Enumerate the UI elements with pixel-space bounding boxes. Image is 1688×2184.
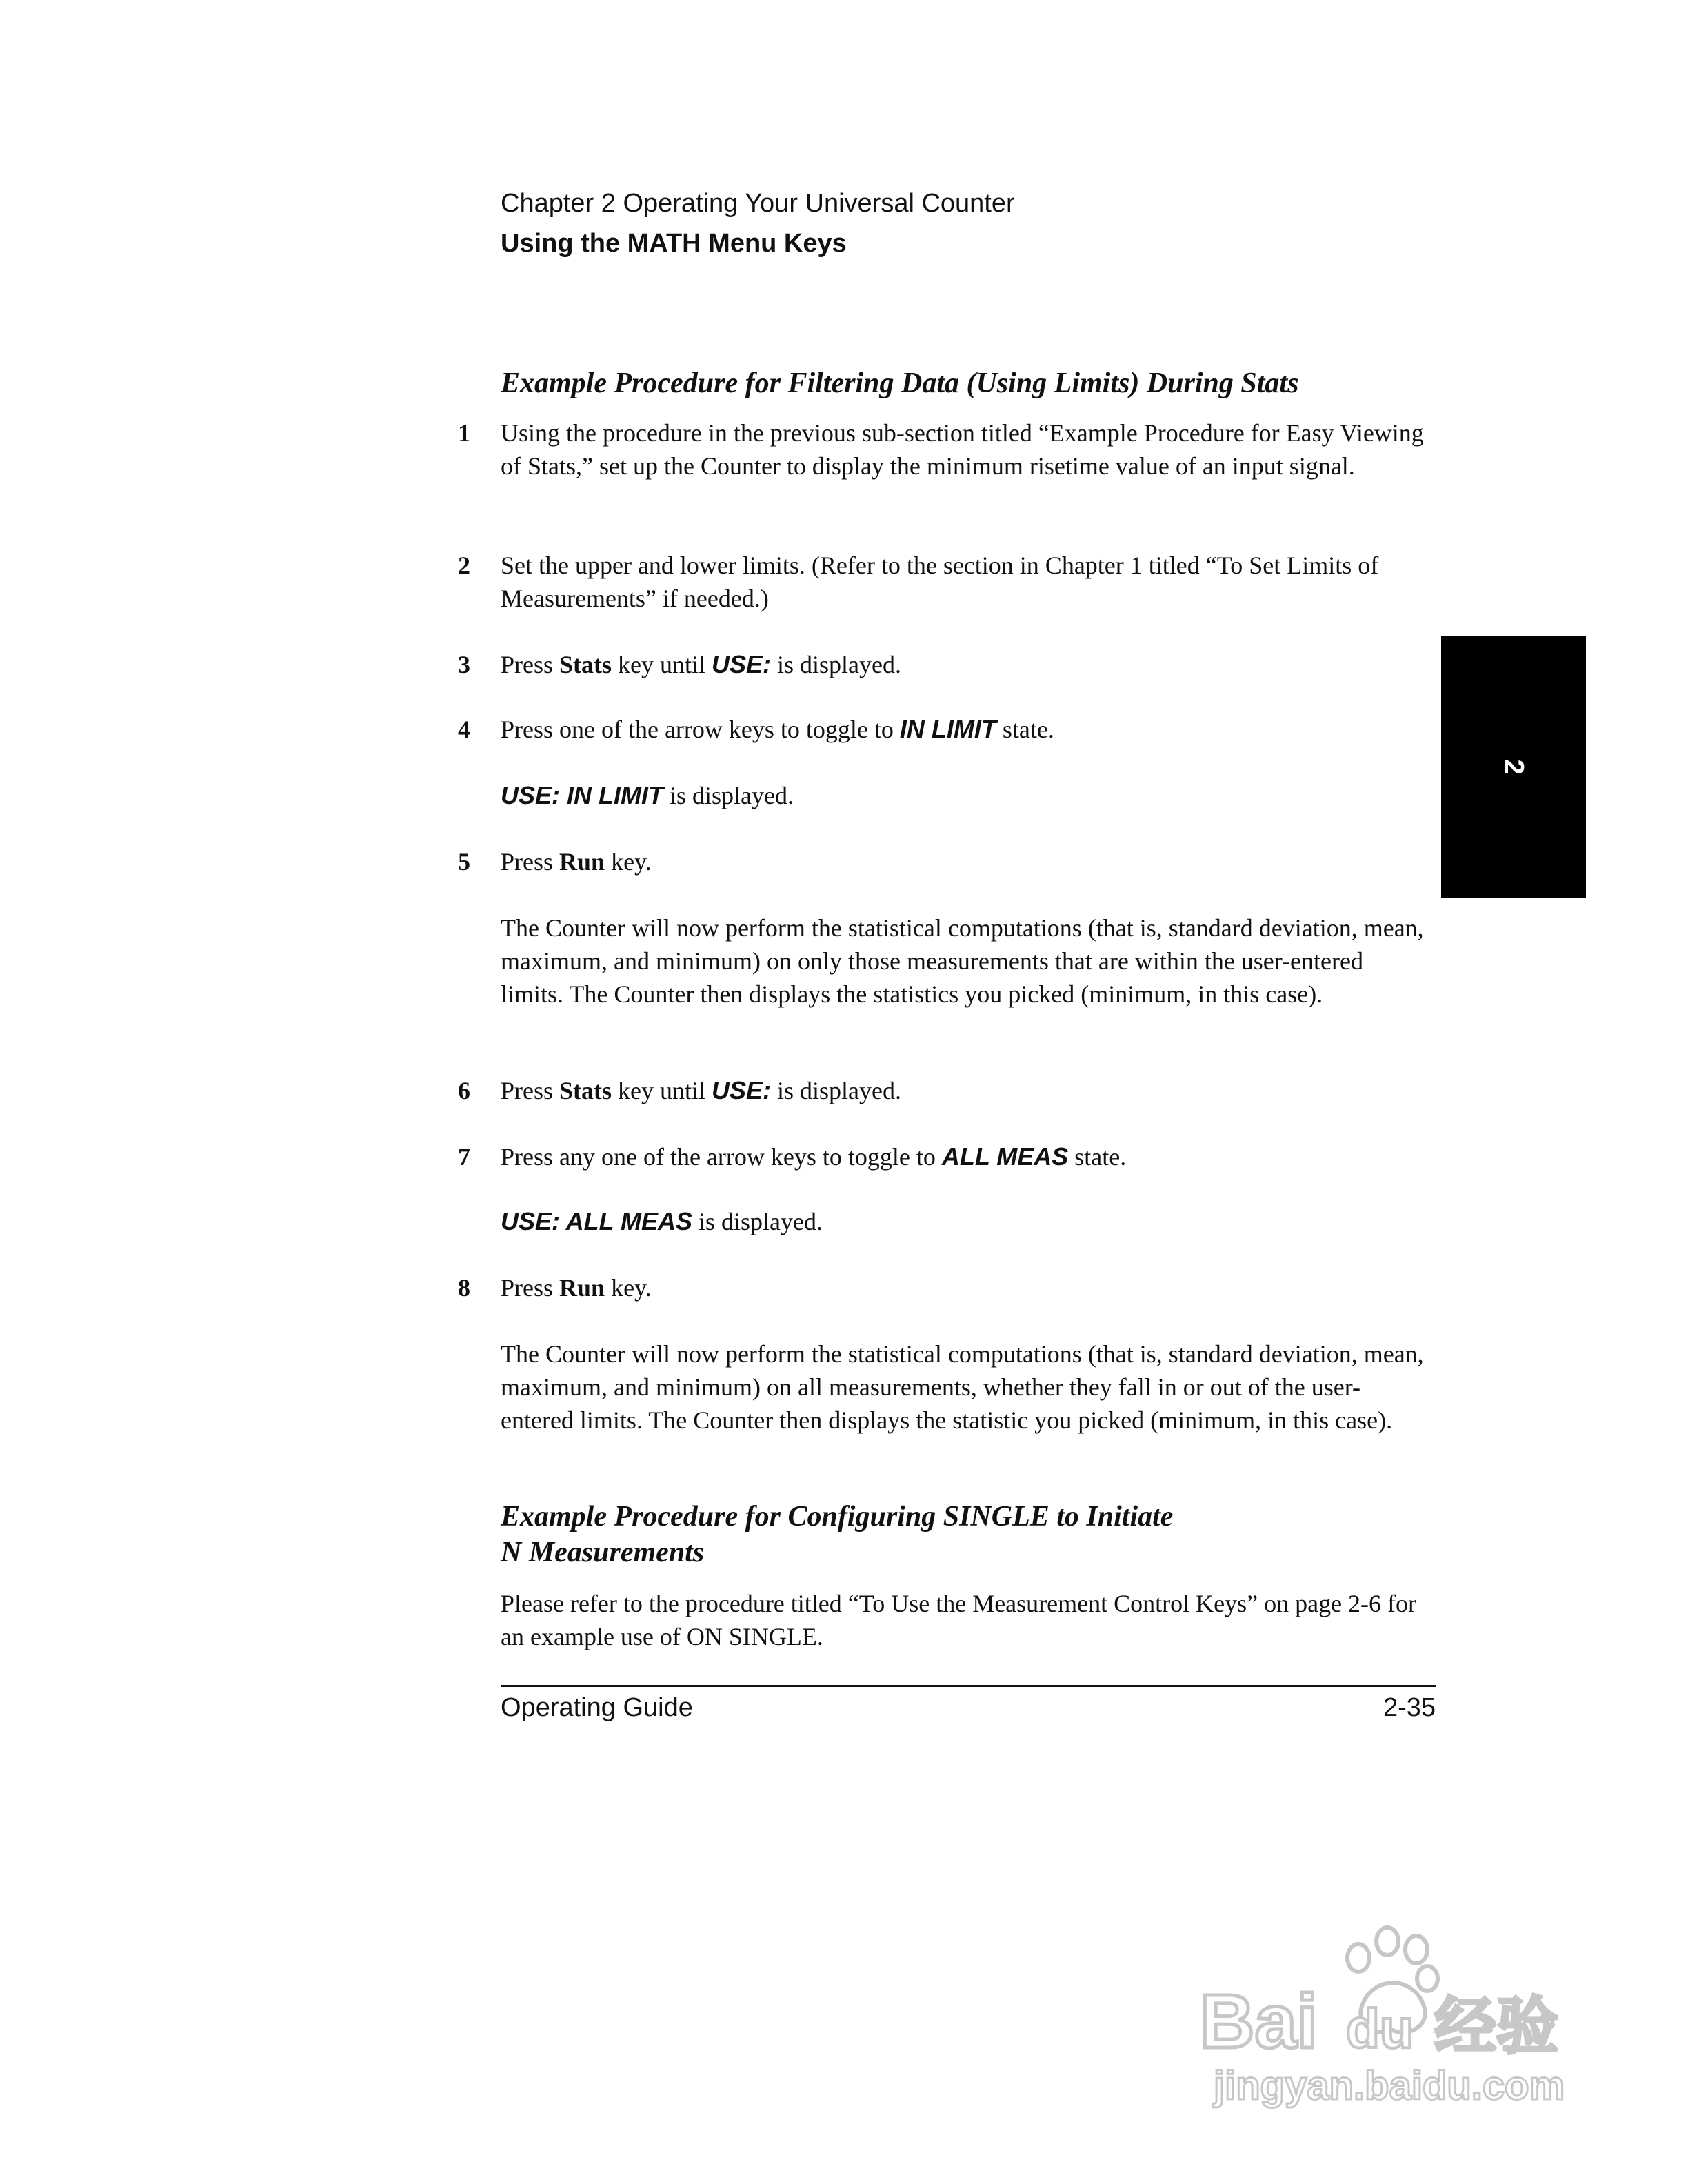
running-header-chapter: Chapter 2 Operating Your Universal Counter [501,189,1015,218]
procedure-heading-single-line2: N Measurements [501,1537,705,1568]
step-number: 6 [458,1077,470,1104]
step-text: Press Run key. [501,848,652,876]
step-number: 1 [458,419,470,447]
explanation-paragraph-2: The Counter will now perform the statistical computations (that is, standard deviation, mean, maximum, and minimum) on all measurements, whether they fall in or out of the user-entered limits. The Counter then displays the statistic you picked (minimum, in this case). [501,1340,1424,1434]
display-readout: USE: [712,650,772,678]
step-number: 2 [458,552,470,579]
step-text: Press one of the arrow keys to toggle to IN LIMIT state. [501,715,1054,743]
footer-title: Operating Guide [501,1693,693,1722]
procedure-heading-filtering: Example Procedure for Filtering Data (Using Limits) During Stats [501,367,1299,399]
step-number: 8 [458,1274,470,1302]
footer-rule [501,1685,1436,1687]
stats-key-label: Stats [559,651,612,678]
run-key-label: Run [559,1274,605,1302]
display-note-all-meas: USE: ALL MEAS is displayed. [501,1207,823,1235]
step-number: 5 [458,848,470,876]
chapter-thumb-tab [1441,636,1586,898]
display-note-in-limit: USE: IN LIMIT is displayed. [501,781,794,809]
display-readout: USE: IN LIMIT [501,781,663,809]
step-text: Press Stats key until USE: is displayed. [501,650,902,678]
baidu-watermark-logo [1186,1910,1572,2116]
procedure-heading-single-line1: Example Procedure for Configuring SINGLE to Initiate [501,1501,1174,1533]
display-readout: USE: ALL MEAS [501,1207,693,1235]
reference-paragraph: Please refer to the procedure titled “To Use the Measurement Control Keys” on page 2-6 for an example use of ON SINGLE. [501,1590,1417,1650]
svg-text:du: du [1346,1998,1414,2059]
step-number: 3 [458,651,470,678]
stats-key-label: Stats [559,1077,612,1104]
run-key-label: Run [559,848,605,876]
step-number: 7 [458,1143,470,1171]
step-text: Set the upper and lower limits. (Refer to the section in Chapter 1 titled “To Set Limits of Measurements” if needed.) [501,552,1379,612]
page-number: 2-35 [1383,1693,1436,1722]
step-text: Press any one of the arrow keys to toggle to ALL MEAS state. [501,1142,1127,1171]
explanation-paragraph-1: The Counter will now perform the statistical computations (that is, standard deviation, mean, maximum, and minimum) on only those measurements that are within the user-entered limits. The Counter then displays the statistics you picked (minimum, in this case). [501,914,1424,1008]
running-header-section: Using the MATH Menu Keys [501,229,847,258]
display-readout: ALL MEAS [941,1142,1069,1171]
svg-text:Bai: Bai [1200,1979,1318,2064]
step-text: Using the procedure in the previous sub-section titled “Example Procedure for Easy Viewing of Stats,” set up the Counter to display the minimum risetime value of an input signal. [501,419,1424,480]
chapter-tab-number: 2 [1498,758,1529,775]
step-text: Press Run key. [501,1274,652,1302]
display-readout: IN LIMIT [899,715,996,743]
step-text: Press Stats key until USE: is displayed. [501,1076,902,1104]
display-readout: USE: [712,1076,772,1104]
svg-text:经验: 经验 [1434,1990,1558,2063]
step-number: 4 [458,716,470,743]
svg-text:jingyan.baidu.com: jingyan.baidu.com [1214,2063,1565,2108]
